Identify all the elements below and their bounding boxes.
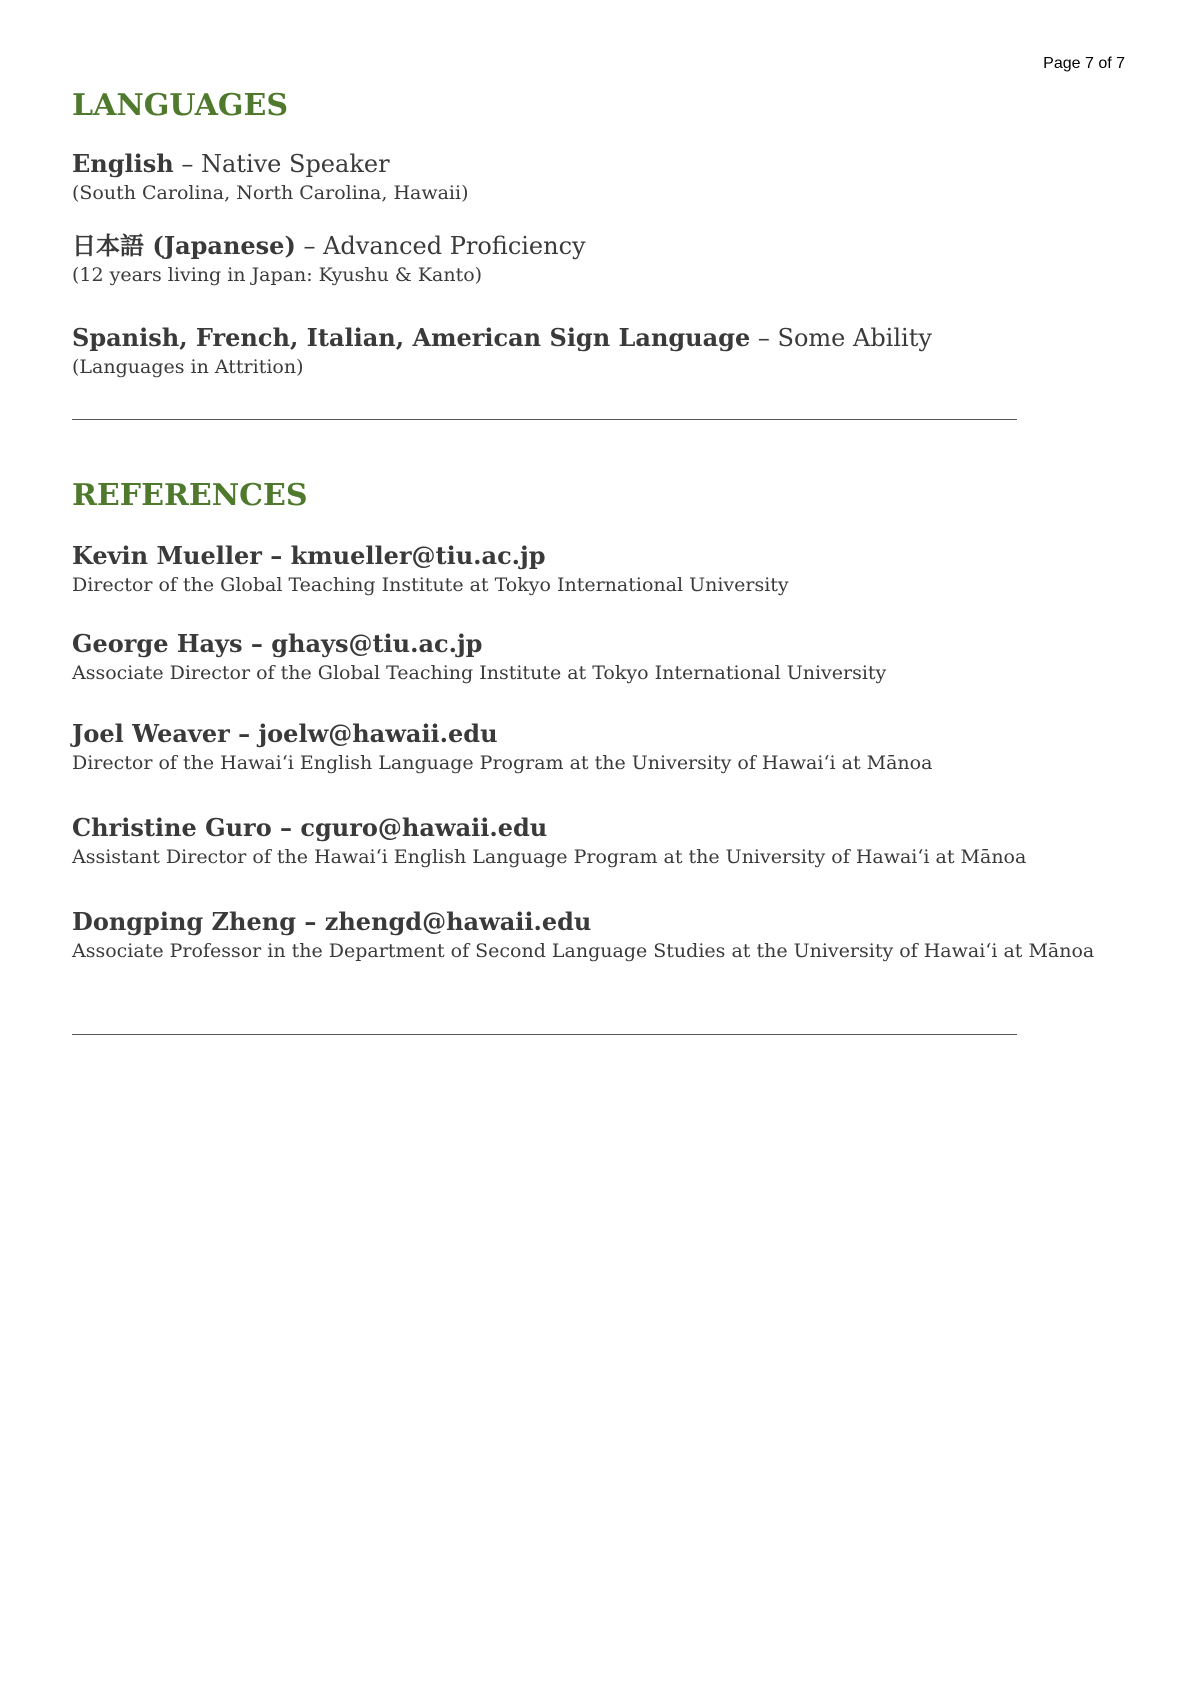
language-entry-english xyxy=(72,148,1072,206)
separator: – xyxy=(750,324,778,352)
section-divider xyxy=(72,419,1017,420)
reference-entry xyxy=(72,906,1095,964)
proficiency-level: Some Ability xyxy=(777,324,932,352)
references-heading: REFERENCES xyxy=(72,478,308,513)
language-note: (South Carolina, North Carolina, Hawaii) xyxy=(72,182,469,204)
language-line xyxy=(72,148,1072,180)
reference-name-email: George Hays – ghays@tiu.ac.jp xyxy=(72,629,483,658)
reference-name-email: Christine Guro – cguro@hawaii.edu xyxy=(72,813,548,842)
language-name: English xyxy=(72,149,174,178)
language-entry-japanese xyxy=(72,230,1072,288)
document-body xyxy=(72,86,1095,1035)
page-number: Page 7 of 7 xyxy=(1043,55,1125,72)
reference-role: Associate Professor in the Department of Second Language Studies at the University of Hawai‘i at Mānoa xyxy=(72,940,1095,962)
language-name: Spanish, French, Italian, American Sign Language xyxy=(72,323,751,352)
reference-entry xyxy=(72,812,1072,870)
reference-entry xyxy=(72,540,1072,598)
language-note: (Languages in Attrition) xyxy=(72,356,304,378)
language-line xyxy=(72,230,1072,262)
languages-heading: LANGUAGES xyxy=(72,88,289,123)
language-entry-other xyxy=(72,322,1072,380)
language-line xyxy=(72,322,1072,354)
section-divider xyxy=(72,1034,1017,1035)
reference-role: Assistant Director of the Hawai‘i English Language Program at the University of Hawai‘i at Mānoa xyxy=(72,846,1027,868)
reference-role: Director of the Global Teaching Institute at Tokyo International University xyxy=(72,574,789,596)
reference-name-email: Joel Weaver – joelw@hawaii.edu xyxy=(72,719,498,748)
reference-entry xyxy=(72,628,1072,686)
proficiency-level: Native Speaker xyxy=(200,150,390,178)
reference-role: Associate Director of the Global Teaching Institute at Tokyo International University xyxy=(72,662,887,684)
separator: – xyxy=(173,150,201,178)
language-note: (12 years living in Japan: Kyushu & Kanto) xyxy=(72,264,483,286)
separator: – xyxy=(295,232,324,260)
proficiency-level: Advanced Proficiency xyxy=(323,232,586,260)
reference-name-email: Kevin Mueller – kmueller@tiu.ac.jp xyxy=(72,541,546,570)
reference-name-email: Dongping Zheng – zhengd@hawaii.edu xyxy=(72,907,592,936)
reference-role: Director of the Hawai‘i English Language Program at the University of Hawai‘i at Mānoa xyxy=(72,752,933,774)
language-name: 日本語 (Japanese) xyxy=(72,231,296,260)
reference-entry xyxy=(72,718,1072,776)
